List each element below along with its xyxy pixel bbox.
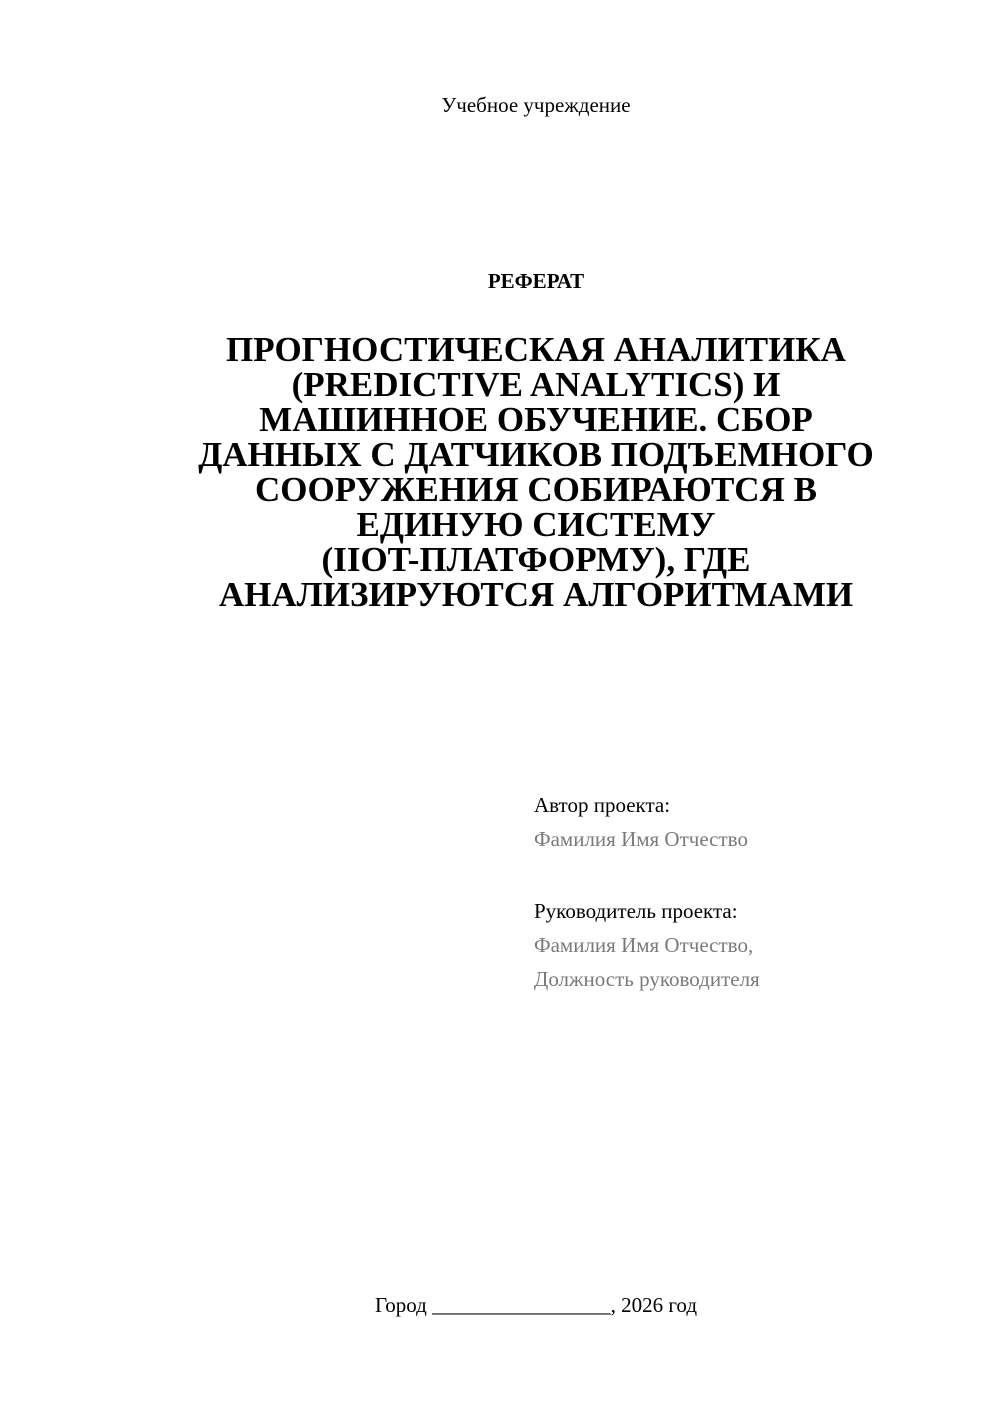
institution-name: Учебное учреждение: [441, 93, 631, 117]
title-line: ЕДИНУЮ СИСТЕМУ: [356, 505, 716, 544]
author-block: [534, 788, 748, 856]
author-label: Автор проекта:: [534, 793, 671, 817]
title-line: АНАЛИЗИРУЮТСЯ АЛГОРИТМАМИ: [218, 575, 854, 614]
supervisor-name: Фамилия Имя Отчество,: [534, 933, 754, 957]
document-title: [140, 332, 932, 612]
title-line: МАШИННОЕ ОБУЧЕНИЕ. СБОР: [259, 400, 813, 439]
supervisor-block: [534, 894, 760, 996]
title-line: ДАННЫХ С ДАТЧИКОВ ПОДЪЕМНОГО: [198, 435, 874, 474]
author-name: Фамилия Имя Отчество: [534, 827, 748, 851]
supervisor-label: Руководитель проекта:: [534, 899, 738, 923]
title-line: (IIOT-ПЛАТФОРМУ), ГДЕ: [321, 540, 751, 579]
city-year-line: Город _________________, 2026 год: [374, 1293, 698, 1317]
supervisor-position: Должность руководителя: [534, 967, 760, 991]
title-line: СООРУЖЕНИЯ СОБИРАЮТСЯ В: [255, 470, 817, 509]
title-line: ПРОГНОСТИЧЕСКАЯ АНАЛИТИКА: [226, 330, 846, 369]
title-line: (PREDICTIVE ANALYTICS) И: [291, 365, 781, 404]
document-type: РЕФЕРАТ: [487, 269, 585, 293]
